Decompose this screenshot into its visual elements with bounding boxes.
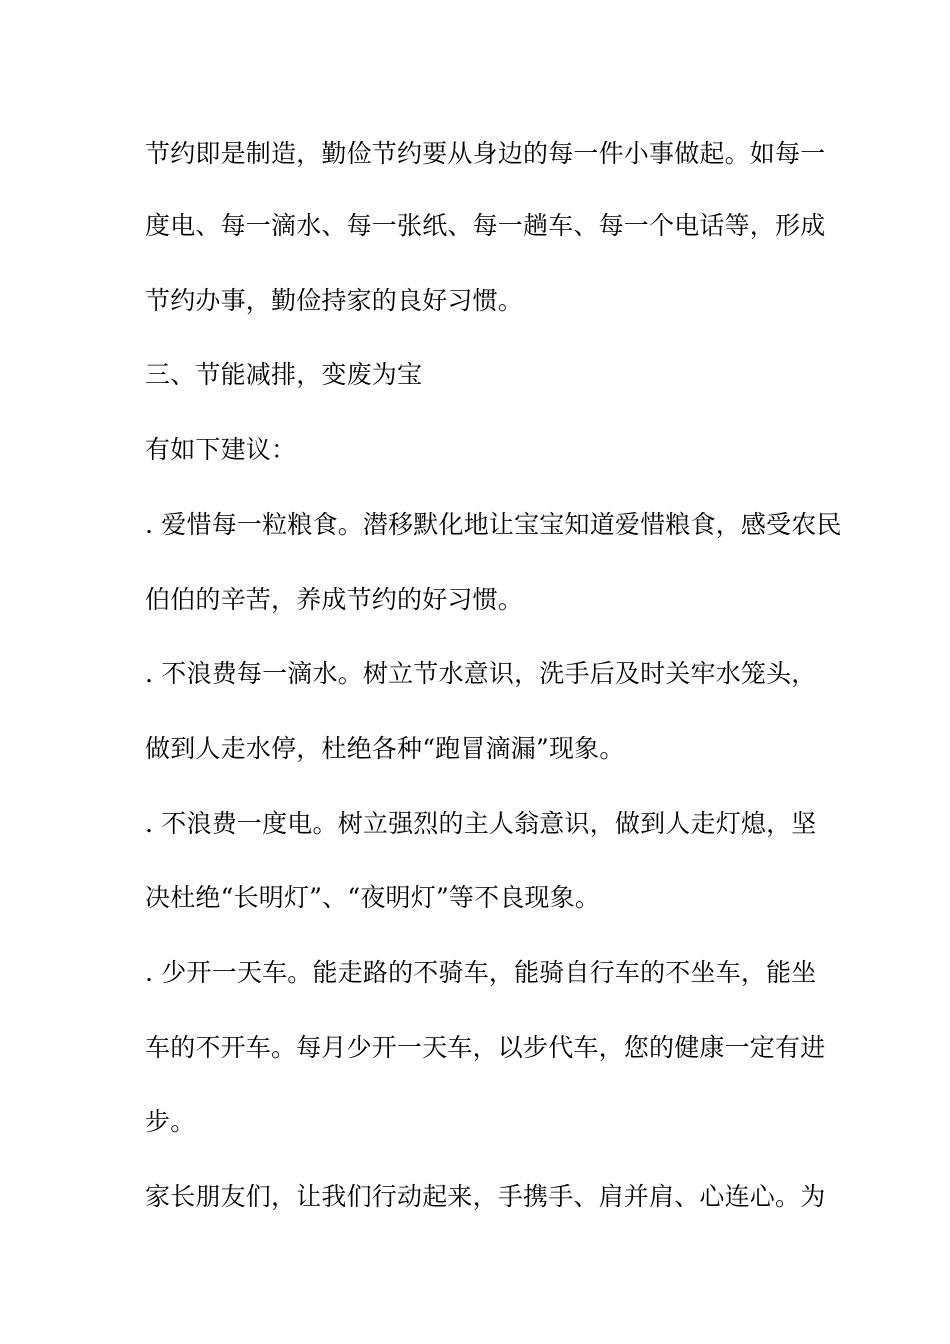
list-item-line: . 爱惜每一粒粮食。潜移默化地让宝宝知道爱惜粮食，感受农民 (145, 510, 842, 539)
list-item-line: . 不浪费每一滴水。树立节水意识，洗手后及时关牢水笼头， (145, 659, 817, 688)
paragraph-line: 有如下建议： (145, 435, 297, 464)
list-item-line: . 不浪费一度电。树立强烈的主人翁意识，做到人走灯熄，坚 (145, 809, 817, 838)
list-item-line: 伯伯的辛苦，养成节约的好习惯。 (145, 585, 524, 614)
list-item-line: 做到人走水停，杜绝各种“跑冒滴漏”现象。 (145, 734, 625, 763)
list-item-line: 决杜绝“长明灯”、“夜明灯”等不良现象。 (145, 883, 601, 912)
list-item-line: 步。 (145, 1107, 196, 1136)
paragraph-line: 家长朋友们，让我们行动起来，手携手、肩并肩、心连心。为 (145, 1182, 826, 1211)
paragraph-line: 节约办事，勤俭持家的良好习惯。 (145, 286, 524, 315)
list-item-line: . 少开一天车。能走路的不骑车，能骑自行车的不坐车，能坐 (145, 958, 817, 987)
paragraph-line: 节约即是制造，勤俭节约要从身边的每一件小事做起。如每一 (145, 139, 826, 168)
paragraph-line: 度电、每一滴水、每一张纸、每一趟车、每一个电话等，形成 (145, 211, 826, 240)
section-heading: 三、节能减排，变废为宝 (145, 360, 423, 389)
list-item-line: 车的不开车。每月少开一天车，以步代车，您的健康一定有进 (145, 1033, 826, 1062)
